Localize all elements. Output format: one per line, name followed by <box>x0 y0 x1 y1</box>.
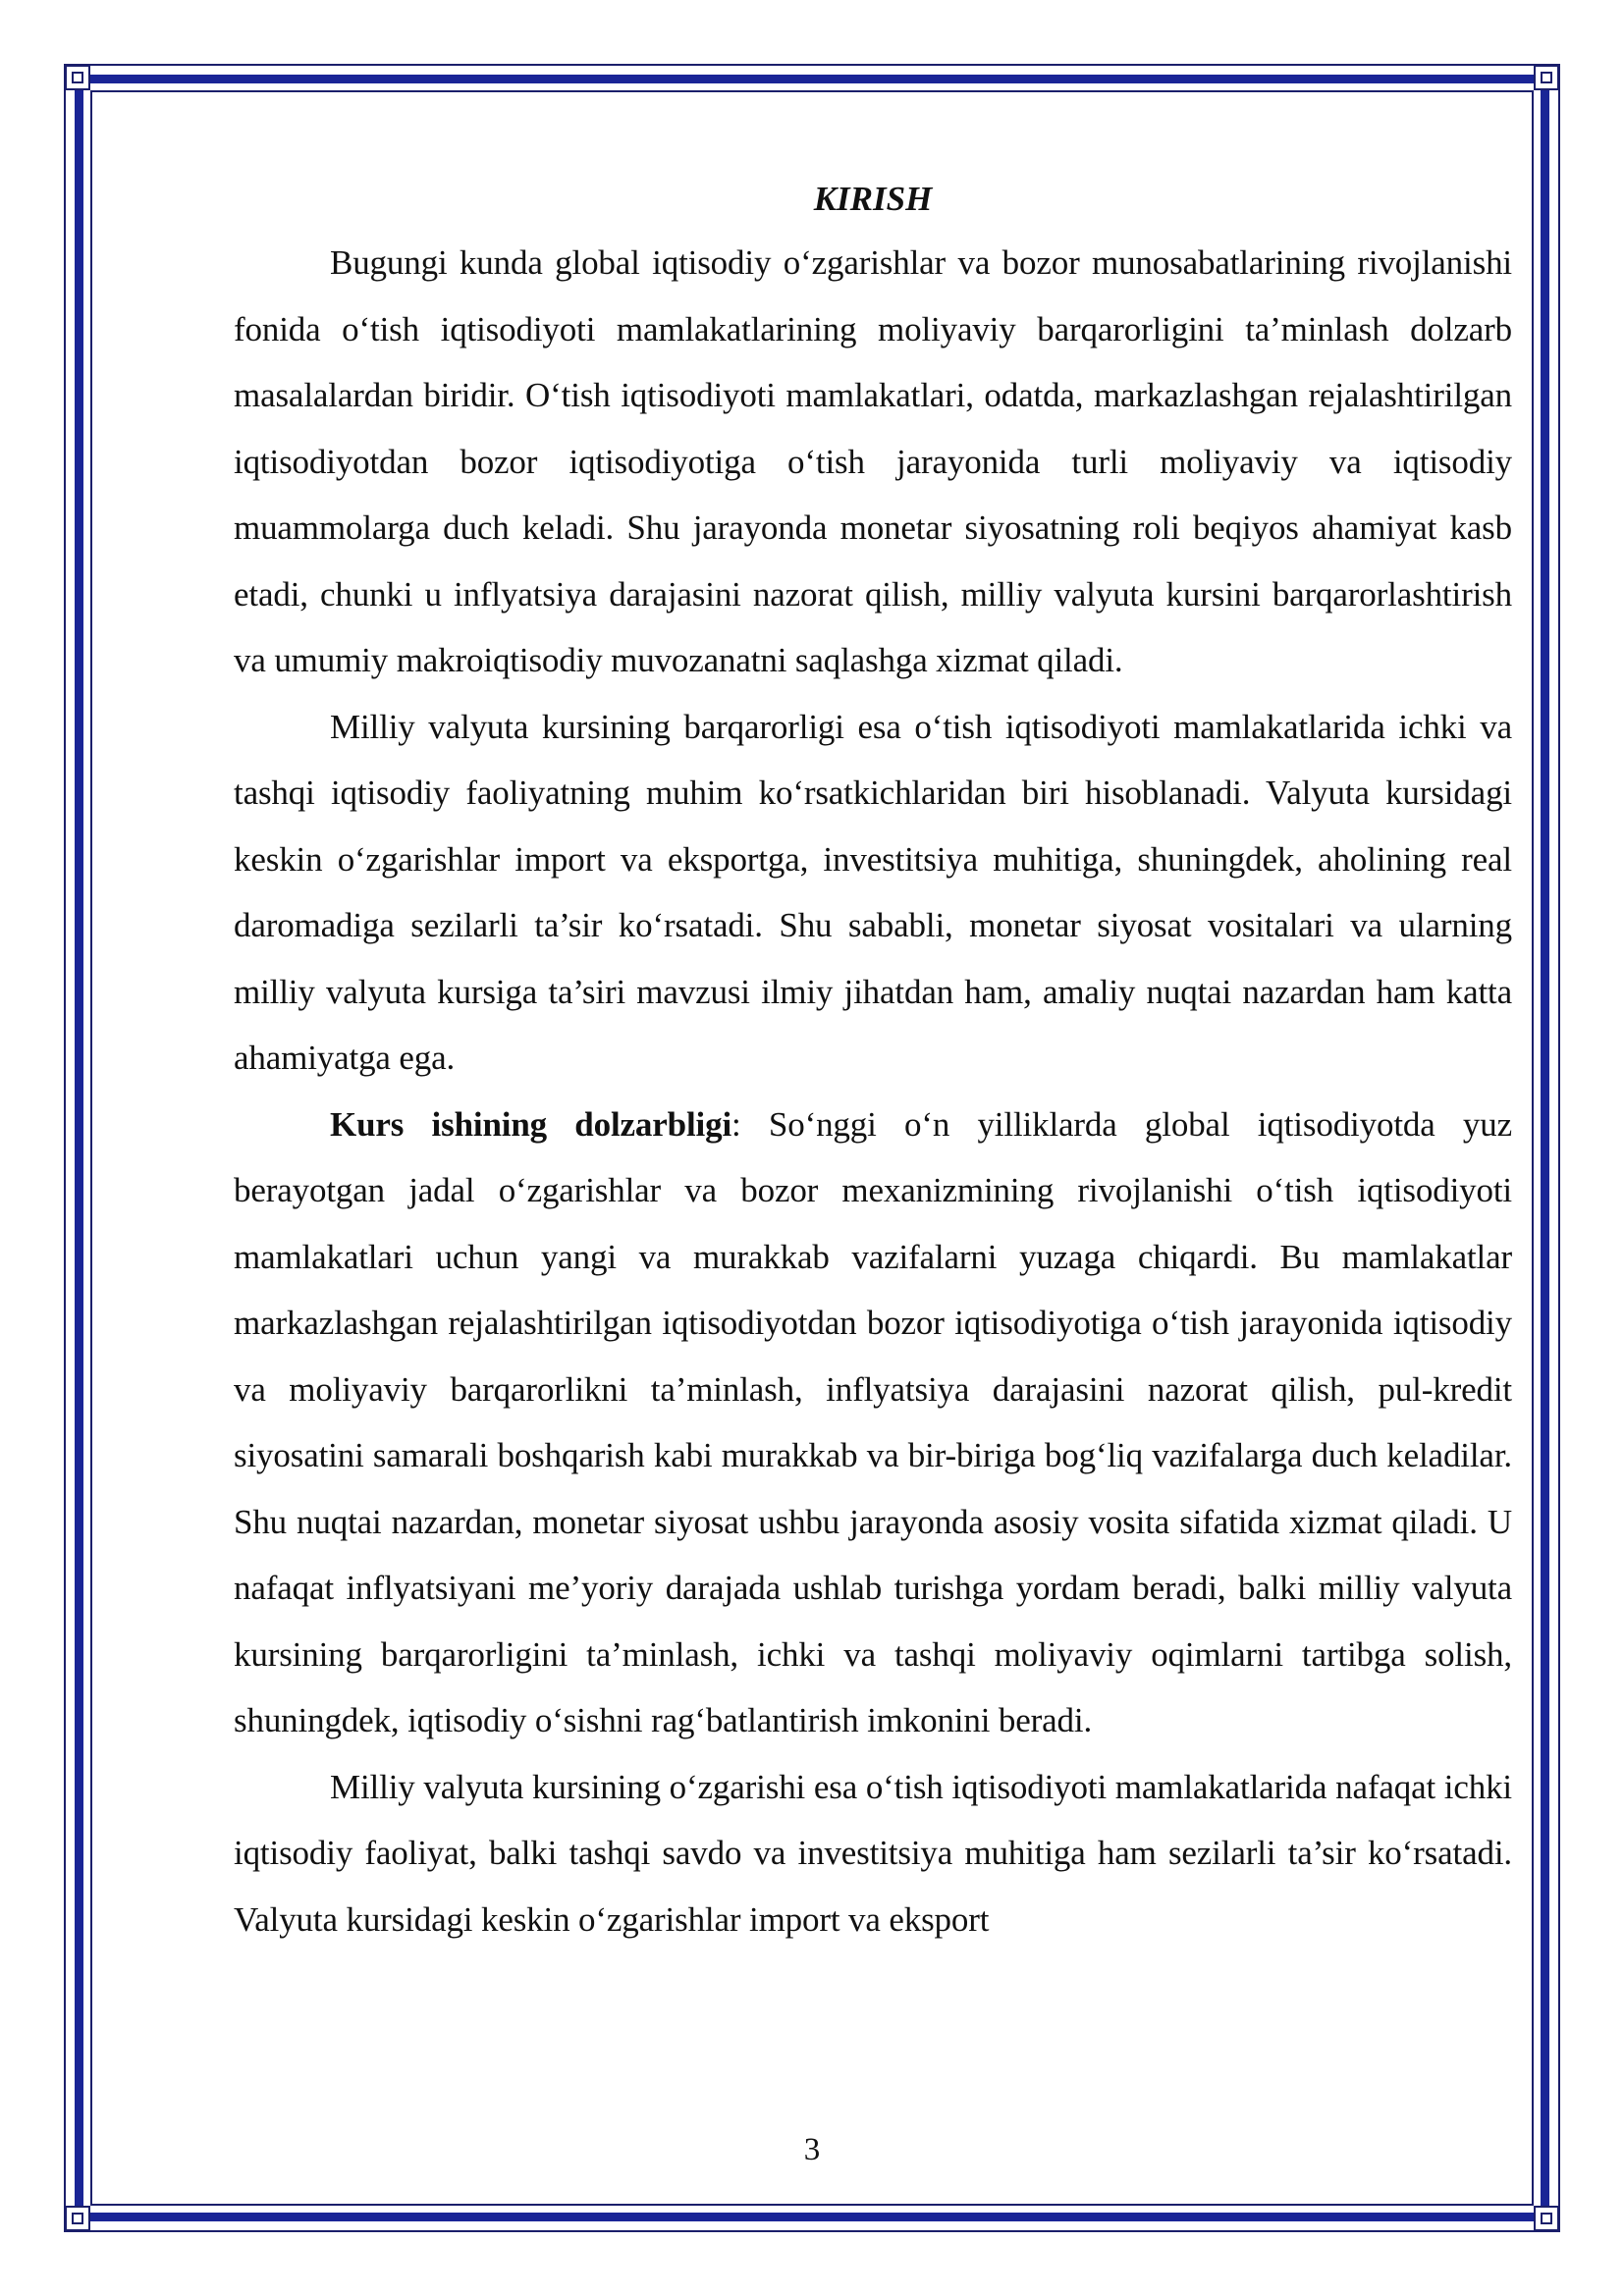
page-number: 3 <box>803 2132 821 2167</box>
border-corner-ornament <box>65 2206 90 2231</box>
paragraph <box>234 1754 1512 1953</box>
document-body <box>234 169 1512 1952</box>
border-corner-ornament <box>65 65 90 90</box>
paragraph <box>234 230 1512 694</box>
paragraph <box>234 694 1512 1092</box>
paragraph-text: : So‘nggi o‘n yilliklarda global iqtisodiyotda yuz berayotgan jadal o‘zgarishlar va bozor mexanizmining rivojlanishi o‘tish iqtisodiyoti mamlakatlari uchun yangi va murakkab vazifalarni yuzaga chiqardi. Bu mamlakatlar markazlashgan rejalashtirilgan iqtisodiyotdan bozor iqtisodiyotiga o‘tish jarayonida iqtisodiy va moliyaviy barqarorlikni ta’minlash, inflyatsiya darajasini nazorat qilish, pul-kredit siyosatini samarali boshqarish kabi murakkab va bir-biriga bog‘liq vazifalarga duch keladilar. Shu nuqtai nazardan, monetar siyosat ushbu jarayonda asosiy vosita sifatida xizmat qiladi. U nafaqat inflyatsiyani me’yoriy darajada ushlab turishga yordam beradi, balki milliy valyuta kursining barqarorligini ta’minlash, ichki va tashqi moliyaviy oqimlarni tartibga solish, shuningdek, iqtisodiy o‘sishni rag‘batlantirish imkonini beradi. <box>234 1104 1512 1739</box>
section-title: KIRISH <box>813 180 933 218</box>
paragraph <box>234 1092 1512 1754</box>
paragraph-text: Bugungi kunda global iqtisodiy o‘zgarishlar va bozor munosabatlarining rivojlanishi fonida o‘tish iqtisodiyoti mamlakatlarining moliyaviy barqarorligini ta’minlash dolzarb masalalardan biridir. O‘tish iqtisodiyoti mamlakatlari, odatda, markazlashgan rejalashtirilgan iqtisodiyotdan bozor iqtisodiyotiga o‘tish jarayonida turli moliyaviy va iqtisodiy muammolarga duch keladi. Shu jarayonda monetar siyosatning roli beqiyos ahamiyat kasb etadi, chunki u inflyatsiya darajasini nazorat qilish, milliy valyuta kursini barqarorlashtirish va umumiy makroiqtisodiy muvozanatni saqlashga xizmat qiladi. <box>234 243 1512 679</box>
paragraph-lead: Kurs ishining dolzarbligi <box>330 1104 732 1144</box>
paragraph-text: Milliy valyuta kursining o‘zgarishi esa o‘tish iqtisodiyoti mamlakatlarida nafaqat ichki iqtisodiy faoliyat, balki tashqi savdo va investitsiya muhitiga ham sezilarli ta’sir ko‘rsatadi. Valyuta kursidagi keskin o‘zgarishlar import va eksport <box>234 1767 1512 1939</box>
paragraph-text: Milliy valyuta kursining barqarorligi esa o‘tish iqtisodiyoti mamlakatlarida ichki va tashqi iqtisodiy faoliyatning muhim ko‘rsatkichlaridan biri hisoblanadi. Valyuta kursidagi keskin o‘zgarishlar import va eksportga, investitsiya muhitiga, shuningdek, aholining real daromadiga sezilarli ta’sir ko‘rsatadi. Shu sababli, monetar siyosat vositalari va ularning milliy valyuta kursiga ta’siri mavzusi ilmiy jihatdan ham, amaliy nuqtai nazardan ham katta ahamiyatga ega. <box>234 707 1512 1077</box>
border-corner-ornament <box>1534 65 1559 90</box>
border-corner-ornament <box>1534 2206 1559 2231</box>
